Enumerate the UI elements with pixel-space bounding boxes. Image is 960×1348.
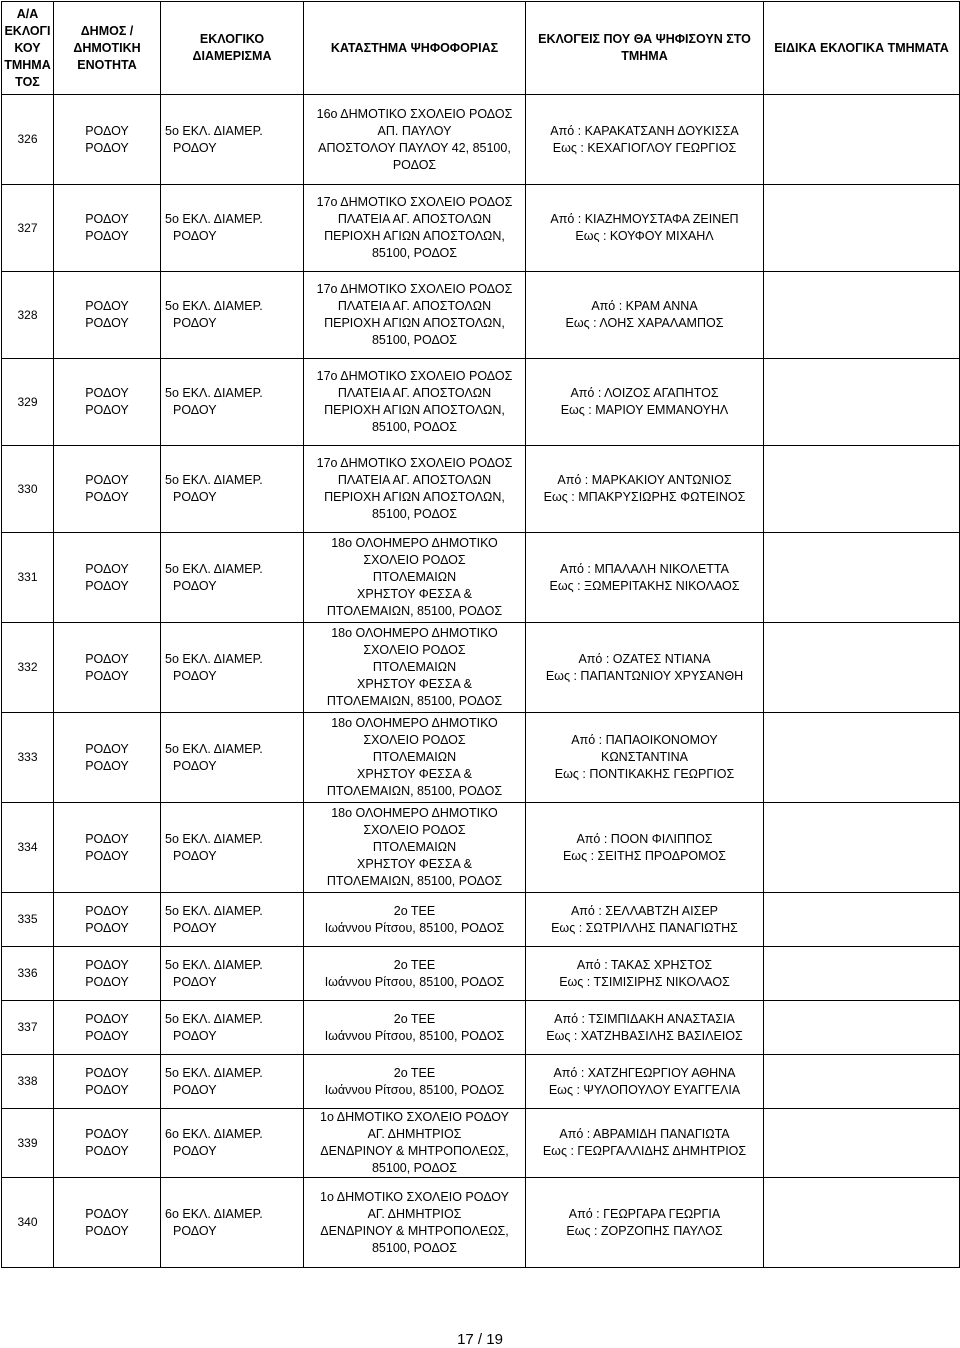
electoral-district [161, 95, 304, 185]
address-line: Ιωάννου Ρίτσου, 85100, ΡΟΔΟΣ [324, 1028, 505, 1043]
address-line: ΧΡΗΣΤΟΥ ΦΕΣΣΑ & [357, 767, 472, 781]
section-number: 332 [2, 623, 54, 713]
voter-range [526, 1055, 764, 1109]
special-section [764, 803, 960, 893]
range-from: Από : ΜΑΡΚΑΚΙΟΥ ΑΝΤΩΝΙΟΣ [557, 473, 732, 487]
range-to: Εως : ΛΟΗΣ ΧΑΡΑΛΑΜΠΟΣ [565, 316, 724, 330]
address-line: 85100, ΡΟΔΟΣ [371, 420, 458, 434]
municipality [54, 893, 161, 947]
section-number: 340 [2, 1178, 54, 1268]
table-row [2, 1178, 960, 1268]
address-line: Ιωάννου Ρίτσου, 85100, ΡΟΔΟΣ [324, 920, 505, 935]
district-line: 5ο ΕΚΛ. ΔΙΑΜΕΡ. [165, 212, 263, 226]
table-row [2, 533, 960, 623]
district-line: 5ο ΕΚΛ. ΔΙΑΜΕΡ. [165, 473, 263, 487]
municipality-line: ΡΟΔΟΥ [85, 299, 129, 313]
table-row [2, 1055, 960, 1109]
special-section [764, 1109, 960, 1178]
special-section [764, 1178, 960, 1268]
special-section [764, 893, 960, 947]
district-line: ΡΟΔΟΥ [173, 848, 217, 863]
section-number: 329 [2, 359, 54, 446]
address-line: ΧΡΗΣΤΟΥ ΦΕΣΣΑ & [357, 677, 472, 691]
address-line: ΑΓ. ΔΗΜΗΤΡΙΟΣ [367, 1206, 462, 1221]
range-to: Εως : ΣΕΙΤΗΣ ΠΡΟΔΡΟΜΟΣ [562, 848, 727, 863]
section-number: 330 [2, 446, 54, 533]
district-line: ΡΟΔΟΥ [173, 758, 217, 773]
address-line: 2ο ΤΕΕ [393, 1011, 436, 1026]
district-line: ΡΟΔΟΥ [173, 1028, 217, 1043]
address-line: ΣΧΟΛΕΙΟ ΡΟΔΟΣ [363, 553, 466, 567]
electoral-district [161, 623, 304, 713]
address-line: 85100, ΡΟΔΟΣ [371, 1240, 458, 1255]
district-line: 5ο ΕΚΛ. ΔΙΑΜΕΡ. [165, 831, 263, 846]
district-line: ΡΟΔΟΥ [173, 578, 217, 593]
polling-station-address [304, 533, 526, 623]
polling-station-address [304, 359, 526, 446]
municipality-line: ΡΟΔΟΥ [85, 578, 129, 593]
municipality-line: ΡΟΔΟΥ [85, 1065, 129, 1080]
address-line: 18ο ΟΛΟΗΜΕΡΟ ΔΗΜΟΤΙΚΟ [331, 536, 498, 550]
electoral-district [161, 893, 304, 947]
district-line: 5ο ΕΚΛ. ΔΙΑΜΕΡ. [165, 741, 263, 756]
municipality [54, 185, 161, 272]
municipality [54, 1178, 161, 1268]
table-row [2, 446, 960, 533]
electoral-district [161, 947, 304, 1001]
range-from: Από : ΑΒΡΑΜΙΔΗ ΠΑΝΑΓΙΩΤΑ [559, 1127, 730, 1141]
district-line: 6ο ΕΚΛ. ΔΙΑΜΕΡ. [165, 1206, 263, 1221]
district-line: 6ο ΕΚΛ. ΔΙΑΜΕΡ. [165, 1127, 263, 1141]
special-section [764, 947, 960, 1001]
municipality [54, 623, 161, 713]
address-line: 18ο ΟΛΟΗΜΕΡΟ ΔΗΜΟΤΙΚΟ [331, 626, 498, 640]
voter-range [526, 623, 764, 713]
municipality-line: ΡΟΔΟΥ [85, 651, 129, 666]
municipality-line: ΡΟΔΟΥ [85, 140, 129, 155]
address-line: ΠΤΟΛΕΜΑΙΩΝ [372, 750, 457, 764]
address-line: ΔΕΝΔΡΙΝΟΥ & ΜΗΤΡΟΠΟΛΕΩΣ, [320, 1223, 509, 1238]
voter-range [526, 1178, 764, 1268]
special-section [764, 446, 960, 533]
voter-range [526, 359, 764, 446]
district-line: ΡΟΔΟΥ [173, 974, 217, 989]
address-line: ΑΠΟΣΤΟΛΟΥ ΠΑΥΛΟΥ 42, 85100, [318, 140, 511, 155]
electoral-district [161, 185, 304, 272]
electoral-district [161, 1109, 304, 1178]
address-line: 85100, ΡΟΔΟΣ [371, 507, 458, 521]
range-to: Εως : ΓΕΩΡΓΑΛΛΙΔΗΣ ΔΗΜΗΤΡΙΟΣ [542, 1144, 747, 1158]
district-line: 5ο ΕΚΛ. ΔΙΑΜΕΡ. [165, 1011, 263, 1026]
table-row [2, 1001, 960, 1055]
address-line: ΠΤΟΛΕΜΑΙΩΝ [372, 660, 457, 674]
voter-range [526, 1109, 764, 1178]
district-line: ΡΟΔΟΥ [173, 1082, 217, 1097]
polling-station-address [304, 272, 526, 359]
table-row [2, 185, 960, 272]
special-section [764, 623, 960, 713]
special-section [764, 272, 960, 359]
municipality [54, 95, 161, 185]
polling-station-address [304, 893, 526, 947]
district-line: 5ο ΕΚΛ. ΔΙΑΜΕΡ. [165, 561, 263, 576]
special-section [764, 185, 960, 272]
range-from: Από : ΤΑΚΑΣ ΧΡΗΣΤΟΣ [576, 957, 713, 972]
address-line: 17ο ΔΗΜΟΤΙΚΟ ΣΧΟΛΕΙΟ ΡΟΔΟΣ [316, 282, 513, 296]
municipality [54, 446, 161, 533]
address-line: 85100, ΡΟΔΟΣ [371, 1161, 458, 1175]
section-number: 331 [2, 533, 54, 623]
address-line: ΑΓ. ΔΗΜΗΤΡΙΟΣ [367, 1127, 462, 1141]
municipality-line: ΡΟΔΟΥ [85, 316, 129, 330]
electoral-district [161, 1055, 304, 1109]
address-line: 85100, ΡΟΔΟΣ [371, 246, 458, 260]
address-line: ΠΛΑΤΕΙΑ ΑΓ. ΑΠΟΣΤΟΛΩΝ [337, 212, 492, 226]
district-line: ΡΟΔΟΥ [173, 229, 217, 243]
voter-range [526, 1001, 764, 1055]
address-line: 17ο ΔΗΜΟΤΙΚΟ ΣΧΟΛΕΙΟ ΡΟΔΟΣ [316, 369, 513, 383]
header-voters: ΕΚΛΟΓΕΙΣ ΠΟΥ ΘΑ ΨΗΦΙΣΟΥΝ ΣΤΟ ΤΜΗΜΑ [526, 2, 764, 95]
address-line: ΣΧΟΛΕΙΟ ΡΟΔΟΣ [363, 733, 466, 747]
address-line: 85100, ΡΟΔΟΣ [371, 333, 458, 347]
address-line: ΠΛΑΤΕΙΑ ΑΓ. ΑΠΟΣΤΟΛΩΝ [337, 299, 492, 313]
address-line: ΧΡΗΣΤΟΥ ΦΕΣΣΑ & [357, 587, 472, 601]
municipality [54, 713, 161, 803]
district-line: ΡΟΔΟΥ [173, 1223, 217, 1238]
special-section [764, 533, 960, 623]
voter-range [526, 95, 764, 185]
municipality-line: ΡΟΔΟΥ [85, 1028, 129, 1043]
address-line: 1ο ΔΗΜΟΤΙΚΟ ΣΧΟΛΕΙΟ ΡΟΔΟΥ [320, 1110, 509, 1124]
municipality-line: ΡΟΔΟΥ [85, 1011, 129, 1026]
range-to: Εως : ΣΩΤΡΙΛΛΗΣ ΠΑΝΑΓΙΩΤΗΣ [551, 920, 738, 935]
range-to: Εως : ΜΑΡΙΟΥ ΕΜΜΑΝΟΥΗΛ [560, 403, 729, 417]
polling-station-address [304, 446, 526, 533]
address-line: ΠΕΡΙΟΧΗ ΑΓΙΩΝ ΑΠΟΣΤΟΛΩΝ, [324, 403, 505, 417]
special-section [764, 95, 960, 185]
municipality-line: ΡΟΔΟΥ [85, 903, 129, 918]
municipality [54, 359, 161, 446]
voter-range [526, 533, 764, 623]
address-line: ΠΤΟΛΕΜΑΙΩΝ, 85100, ΡΟΔΟΣ [326, 604, 503, 618]
table-row [2, 893, 960, 947]
polling-stations-table [1, 1, 960, 1268]
polling-station-address [304, 623, 526, 713]
district-line: 5ο ΕΚΛ. ΔΙΑΜΕΡ. [165, 386, 263, 400]
range-from: Από : ΧΑΤΖΗΓΕΩΡΓΙΟΥ ΑΘΗΝΑ [553, 1065, 736, 1080]
address-line: ΠΕΡΙΟΧΗ ΑΓΙΩΝ ΑΠΟΣΤΟΛΩΝ, [324, 229, 505, 243]
range-to: Εως : ΠΑΠΑΝΤΩΝΙΟΥ ΧΡΥΣΑΝΘΗ [545, 668, 744, 683]
range-to: Εως : ΚΟΥΦΟΥ ΜΙΧΑΗΛ [575, 229, 714, 243]
district-line: ΡΟΔΟΥ [173, 1144, 217, 1158]
range-from: Από : ΛΟΙΖΟΣ ΑΓΑΠΗΤΟΣ [570, 386, 719, 400]
municipality-line: ΡΟΔΟΥ [85, 1206, 129, 1221]
section-number: 327 [2, 185, 54, 272]
electoral-district [161, 803, 304, 893]
address-line: 2ο ΤΕΕ [393, 903, 436, 918]
municipality-line: ΡΟΔΟΥ [85, 831, 129, 846]
municipality-line: ΡΟΔΟΥ [85, 920, 129, 935]
address-line: ΠΤΟΛΕΜΑΙΩΝ, 85100, ΡΟΔΟΣ [326, 874, 503, 888]
address-line: ΠΛΑΤΕΙΑ ΑΓ. ΑΠΟΣΤΟΛΩΝ [337, 473, 492, 487]
voter-range [526, 803, 764, 893]
municipality [54, 947, 161, 1001]
electoral-district [161, 446, 304, 533]
section-number: 334 [2, 803, 54, 893]
municipality-line: ΡΟΔΟΥ [85, 490, 129, 504]
address-line: 18ο ΟΛΟΗΜΕΡΟ ΔΗΜΟΤΙΚΟ [331, 806, 498, 820]
range-from: Από : ΚΡΑΜ ΑΝΝΑ [591, 299, 698, 313]
municipality-line: ΡΟΔΟΥ [85, 473, 129, 487]
address-line: ΣΧΟΛΕΙΟ ΡΟΔΟΣ [363, 643, 466, 657]
voter-range [526, 446, 764, 533]
address-line: ΡΟΔΟΣ [392, 157, 437, 172]
district-line: ΡΟΔΟΥ [173, 316, 217, 330]
electoral-district [161, 533, 304, 623]
polling-station-address [304, 1055, 526, 1109]
address-line: Ιωάννου Ρίτσου, 85100, ΡΟΔΟΣ [324, 1082, 505, 1097]
polling-station-address [304, 713, 526, 803]
district-line: 5ο ΕΚΛ. ΔΙΑΜΕΡ. [165, 651, 263, 666]
range-from: Από : ΜΠΑΛΑΛΗ ΝΙΚΟΛΕΤΤΑ [560, 561, 729, 576]
municipality-line: ΡΟΔΟΥ [85, 229, 129, 243]
polling-station-address [304, 1178, 526, 1268]
address-line: 17ο ΔΗΜΟΤΙΚΟ ΣΧΟΛΕΙΟ ΡΟΔΟΣ [316, 195, 513, 209]
electoral-district [161, 1001, 304, 1055]
section-number: 335 [2, 893, 54, 947]
district-line: 5ο ΕΚΛ. ΔΙΑΜΕΡ. [165, 299, 263, 313]
table-row [2, 1109, 960, 1178]
district-line: ΡΟΔΟΥ [173, 490, 217, 504]
polling-station-address [304, 1109, 526, 1178]
address-line: ΑΠ. ΠΑΥΛΟΥ [377, 123, 452, 138]
electoral-district [161, 713, 304, 803]
range-from: Από : ΠΟΟΝ ΦΙΛΙΠΠΟΣ [576, 831, 713, 846]
range-from: Από : ΚΑΡΑΚΑΤΣΑΝΗ ΔΟΥΚΙΣΣΑ [550, 123, 739, 138]
address-line: ΠΛΑΤΕΙΑ ΑΓ. ΑΠΟΣΤΟΛΩΝ [337, 386, 492, 400]
address-line: ΔΕΝΔΡΙΝΟΥ & ΜΗΤΡΟΠΟΛΕΩΣ, [320, 1144, 509, 1158]
address-line: 1ο ΔΗΜΟΤΙΚΟ ΣΧΟΛΕΙΟ ΡΟΔΟΥ [320, 1189, 509, 1204]
table-row [2, 272, 960, 359]
voter-range [526, 185, 764, 272]
municipality-line: ΡΟΔΟΥ [85, 741, 129, 756]
special-section [764, 1001, 960, 1055]
municipality [54, 272, 161, 359]
special-section [764, 1055, 960, 1109]
voter-range [526, 947, 764, 1001]
district-line: ΡΟΔΟΥ [173, 920, 217, 935]
municipality-line: ΡΟΔΟΥ [85, 212, 129, 226]
range-to: Εως : ΠΟΝΤΙΚΑΚΗΣ ΓΕΩΡΓΙΟΣ [554, 767, 735, 781]
range-from: Από : ΟΖΑΤΕΣ ΝΤΙΑΝΑ [578, 651, 711, 666]
district-line: ΡΟΔΟΥ [173, 668, 217, 683]
table-row [2, 359, 960, 446]
table-row [2, 95, 960, 185]
polling-station-address [304, 1001, 526, 1055]
electoral-district [161, 272, 304, 359]
range-from-cont: ΚΩΝΣΤΑΝΤΙΝΑ [601, 750, 688, 764]
special-section [764, 359, 960, 446]
range-to: Εως : ΤΣΙΜΙΣΙΡΗΣ ΝΙΚΟΛΑΟΣ [559, 974, 730, 989]
address-line: 2ο ΤΕΕ [393, 1065, 436, 1080]
municipality-line: ΡΟΔΟΥ [85, 668, 129, 683]
municipality-line: ΡΟΔΟΥ [85, 974, 129, 989]
range-to: Εως : ΨΥΛΟΠΟΥΛΟΥ ΕΥΑΓΓΕΛΙΑ [548, 1082, 741, 1097]
address-line: ΠΕΡΙΟΧΗ ΑΓΙΩΝ ΑΠΟΣΤΟΛΩΝ, [324, 490, 505, 504]
header-polling-station: ΚΑΤΑΣΤΗΜΑ ΨΗΦΟΦΟΡΙΑΣ [304, 2, 526, 95]
address-line: ΠΤΟΛΕΜΑΙΩΝ [372, 840, 457, 854]
polling-station-address [304, 95, 526, 185]
electoral-district [161, 1178, 304, 1268]
municipality-line: ΡΟΔΟΥ [85, 386, 129, 400]
table-row [2, 713, 960, 803]
electoral-district [161, 359, 304, 446]
range-to: Εως : ΖΟΡΖΟΠΗΣ ΠΑΥΛΟΣ [566, 1223, 723, 1238]
range-to: Εως : ΧΑΤΖΗΒΑΣΙΛΗΣ ΒΑΣΙΛΕΙΟΣ [546, 1028, 743, 1043]
municipality-line: ΡΟΔΟΥ [85, 1082, 129, 1097]
municipality [54, 533, 161, 623]
polling-station-address [304, 185, 526, 272]
header-number: Α/Α ΕΚΛΟΓΙ ΚΟΥ ΤΜΗΜΑ ΤΟΣ [2, 2, 54, 95]
municipality-line: ΡΟΔΟΥ [85, 403, 129, 417]
address-line: 18ο ΟΛΟΗΜΕΡΟ ΔΗΜΟΤΙΚΟ [331, 716, 498, 730]
municipality-line: ΡΟΔΟΥ [85, 123, 129, 138]
header-row [2, 2, 960, 95]
range-from: Από : ΚΙΑΖΗΜΟΥΣΤΑΦΑ ΖΕΙΝΕΠ [550, 212, 739, 226]
address-line: ΠΤΟΛΕΜΑΙΩΝ, 85100, ΡΟΔΟΣ [326, 694, 503, 708]
section-number: 328 [2, 272, 54, 359]
address-line: 16ο ΔΗΜΟΤΙΚΟ ΣΧΟΛΕΙΟ ΡΟΔΟΣ [316, 106, 513, 121]
special-section [764, 713, 960, 803]
municipality [54, 1109, 161, 1178]
municipality-line: ΡΟΔΟΥ [85, 561, 129, 576]
municipality-line: ΡΟΔΟΥ [85, 848, 129, 863]
municipality-line: ΡΟΔΟΥ [85, 1223, 129, 1238]
district-line: 5ο ΕΚΛ. ΔΙΑΜΕΡ. [165, 123, 263, 138]
section-number: 339 [2, 1109, 54, 1178]
municipality-line: ΡΟΔΟΥ [85, 758, 129, 773]
range-to: Εως : ΞΩΜΕΡΙΤΑΚΗΣ ΝΙΚΟΛΑΟΣ [549, 578, 740, 593]
address-line: 17ο ΔΗΜΟΤΙΚΟ ΣΧΟΛΕΙΟ ΡΟΔΟΣ [316, 456, 513, 470]
range-to: Εως : ΚΕΧΑΓΙΟΓΛΟΥ ΓΕΩΡΓΙΟΣ [552, 140, 737, 155]
section-number: 337 [2, 1001, 54, 1055]
district-line: 5ο ΕΚΛ. ΔΙΑΜΕΡ. [165, 1065, 263, 1080]
address-line: ΧΡΗΣΤΟΥ ΦΕΣΣΑ & [357, 857, 472, 871]
section-number: 333 [2, 713, 54, 803]
range-from: Από : ΣΕΛΛΑΒΤΖΗ ΑΙΣΕΡ [570, 903, 719, 918]
address-line: Ιωάννου Ρίτσου, 85100, ΡΟΔΟΣ [324, 974, 505, 989]
address-line: ΠΕΡΙΟΧΗ ΑΓΙΩΝ ΑΠΟΣΤΟΛΩΝ, [324, 316, 505, 330]
address-line: ΠΤΟΛΕΜΑΙΩΝ [372, 570, 457, 584]
voter-range [526, 713, 764, 803]
table-row [2, 623, 960, 713]
address-line: ΠΤΟΛΕΜΑΙΩΝ, 85100, ΡΟΔΟΣ [326, 784, 503, 798]
voter-range [526, 893, 764, 947]
table-row [2, 803, 960, 893]
district-line: 5ο ΕΚΛ. ΔΙΑΜΕΡ. [165, 957, 263, 972]
municipality-line: ΡΟΔΟΥ [85, 957, 129, 972]
range-to: Εως : ΜΠΑΚΡΥΣΙΩΡΗΣ ΦΩΤΕΙΝΟΣ [543, 490, 746, 504]
page-number: 17 / 19 [457, 1331, 503, 1348]
district-line: ΡΟΔΟΥ [173, 140, 217, 155]
polling-station-address [304, 803, 526, 893]
range-from: Από : ΠΑΠΑΟΙΚΟΝΟΜΟΥ [571, 733, 718, 747]
polling-station-address [304, 947, 526, 1001]
range-from: Από : ΓΕΩΡΓΑΡΑ ΓΕΩΡΓΙΑ [568, 1206, 721, 1221]
municipality [54, 1055, 161, 1109]
municipality-line: ΡΟΔΟΥ [85, 1127, 129, 1141]
section-number: 336 [2, 947, 54, 1001]
range-from: Από : ΤΣΙΜΠΙΔΑΚΗ ΑΝΑΣΤΑΣΙΑ [554, 1011, 735, 1026]
municipality-line: ΡΟΔΟΥ [85, 1144, 129, 1158]
municipality [54, 803, 161, 893]
municipality [54, 1001, 161, 1055]
section-number: 338 [2, 1055, 54, 1109]
header-special-sections: ΕΙΔΙΚΑ ΕΚΛΟΓΙΚΑ ΤΜΗΜΑΤΑ [764, 2, 960, 95]
section-number: 326 [2, 95, 54, 185]
table-row [2, 947, 960, 1001]
voter-range [526, 272, 764, 359]
district-line: ΡΟΔΟΥ [173, 403, 217, 417]
header-district: ΕΚΛΟΓΙΚΟ ΔΙΑΜΕΡΙΣΜΑ [161, 2, 304, 95]
address-line: ΣΧΟΛΕΙΟ ΡΟΔΟΣ [363, 823, 466, 837]
district-line: 5ο ΕΚΛ. ΔΙΑΜΕΡ. [165, 903, 263, 918]
header-municipality: ΔΗΜΟΣ / ΔΗΜΟΤΙΚΗ ΕΝΟΤΗΤΑ [54, 2, 161, 95]
address-line: 2ο ΤΕΕ [393, 957, 436, 972]
